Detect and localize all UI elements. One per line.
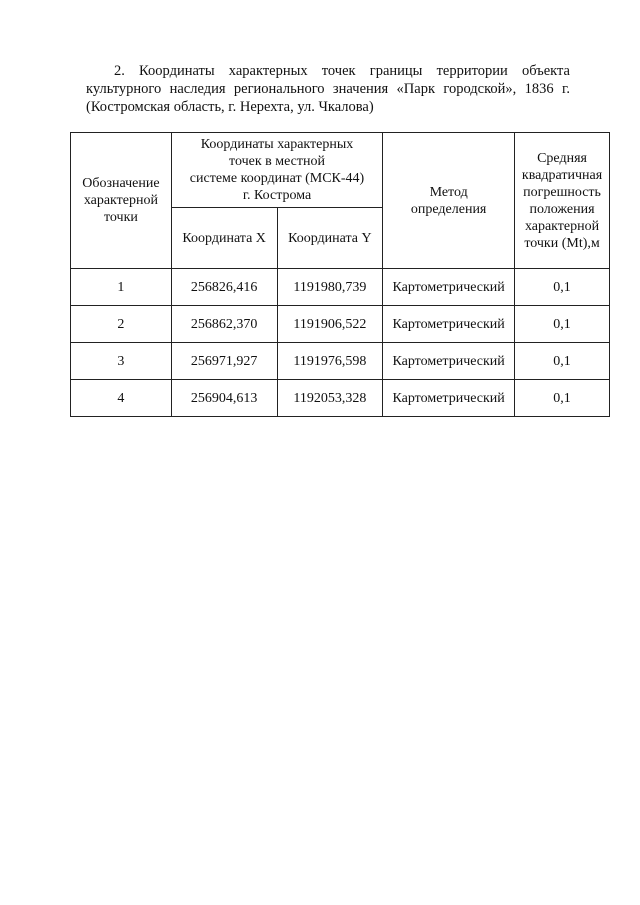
heading-line-2: культурного наследия регионального значения «Парк городской», 1836 г.: [86, 81, 570, 97]
coordinates-table: [70, 132, 610, 417]
header-error-line: квадратичная: [521, 167, 603, 183]
cell-error: 0,1: [515, 380, 610, 417]
header-coord-x: Координата X: [171, 208, 277, 269]
header-point-designation-line: точки: [103, 210, 138, 225]
table-row: [71, 343, 610, 380]
header-method: [383, 133, 515, 269]
header-error-line: характерной: [524, 218, 600, 234]
heading-line-3: (Костромская область, г. Нерехта, ул. Чкалова): [86, 99, 374, 115]
cell-y: 1192053,328: [277, 380, 383, 417]
header-local-coordinates: [171, 133, 382, 208]
cell-point: 3: [71, 343, 172, 380]
cell-point: 1: [71, 269, 172, 306]
header-coord-y: Координата Y: [277, 208, 383, 269]
cell-error: 0,1: [515, 306, 610, 343]
table-row: [71, 306, 610, 343]
header-method-line: определения: [410, 201, 487, 217]
cell-y: 1191980,739: [277, 269, 383, 306]
cell-x: 256971,927: [171, 343, 277, 380]
table-row: [71, 380, 610, 417]
header-error-line: точки (Mt),м: [524, 235, 600, 251]
cell-x: 256826,416: [171, 269, 277, 306]
table-row: [71, 269, 610, 306]
header-method-line: Метод: [429, 184, 468, 200]
cell-x: 256862,370: [171, 306, 277, 343]
cell-method: Картометрический: [383, 269, 515, 306]
cell-point: 4: [71, 380, 172, 417]
cell-method: Картометрический: [383, 343, 515, 380]
cell-error: 0,1: [515, 343, 610, 380]
header-point-designation: [71, 133, 172, 269]
section-heading: [86, 62, 570, 116]
header-local-coordinates-line: Координаты характерных: [200, 137, 354, 152]
cell-y: 1191906,522: [277, 306, 383, 343]
cell-method: Картометрический: [383, 380, 515, 417]
header-error: [515, 133, 610, 269]
heading-line-1: 2. Координаты характерных точек границы территории объекта: [114, 63, 570, 79]
cell-method: Картометрический: [383, 306, 515, 343]
cell-error: 0,1: [515, 269, 610, 306]
header-error-line: погрешность: [523, 184, 601, 200]
header-local-coordinates-line: г. Кострома: [242, 188, 312, 203]
header-error-line: положения: [529, 201, 595, 217]
header-point-designation-line: Обозначение: [82, 176, 160, 191]
cell-y: 1191976,598: [277, 343, 383, 380]
cell-point: 2: [71, 306, 172, 343]
cell-x: 256904,613: [171, 380, 277, 417]
header-local-coordinates-line: системе координат (МСК-44): [189, 171, 365, 186]
header-error-line: Средняя: [537, 150, 587, 166]
header-local-coordinates-line: точек в местной: [229, 154, 325, 169]
header-point-designation-line: характерной: [83, 193, 158, 208]
